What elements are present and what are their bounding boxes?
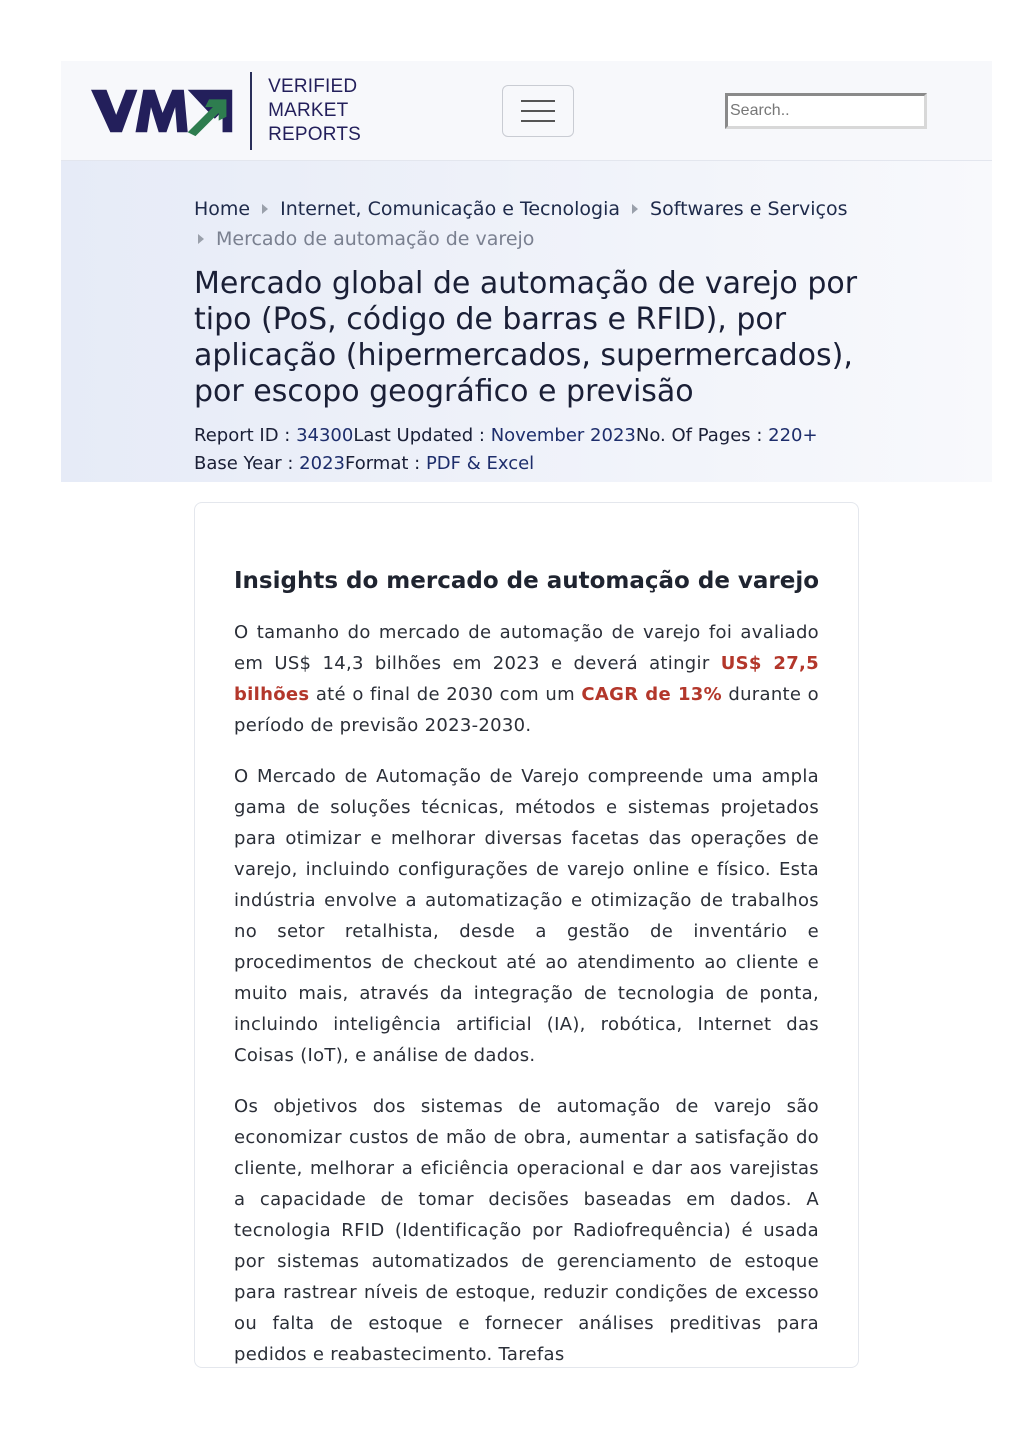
breadcrumb-category[interactable]: Internet, Comunicação e Tecnologia (280, 198, 621, 220)
report-meta (194, 422, 874, 478)
page-title: Mercado global de automação de varejo por tipo (PoS, código de barras e RFID), por aplicação (hipermercados, supermercados), por escopo geográfico e previsão (194, 266, 858, 409)
menu-toggle-button[interactable] (502, 85, 574, 137)
format-label: Format : (344, 453, 426, 474)
insights-body (234, 617, 819, 1368)
cagr-highlight: CAGR de 13% (581, 684, 722, 705)
insights-paragraph: O Mercado de Automação de Varejo compreende uma ampla gama de soluções técnicas, métodos e sistemas projetados para otimizar e melhorar diversas facetas das operações de varejo, incluindo configurações de varejo online e físico. Esta indústria envolve a automatização e otimização de trabalhos no setor retalhista, desde a gestão de inventário e procedimentos de checkout até ao atendimento ao cliente e muito mais, através da integração de tecnologia de ponta, incluindo inteligência artificial (IA), robótica, Internet das Coisas (IoT), e análise de dados. (234, 766, 819, 1066)
paragraph-text: O tamanho do mercado de automação de varejo foi avaliado em US$ 14,3 bilhões em 2023 e deverá atingir (234, 622, 819, 674)
logo-line: REPORTS (268, 124, 361, 145)
search-input[interactable] (725, 93, 927, 129)
logo-text (268, 75, 361, 147)
site-logo[interactable] (91, 71, 361, 151)
report-id-value: 34300 (296, 425, 354, 446)
report-id-label: Report ID : (194, 425, 297, 446)
breadcrumb-separator-icon (262, 204, 268, 214)
hamburger-icon (521, 110, 555, 112)
insights-paragraph: Os objetivos dos sistemas de automação de varejo são economizar custos de mão de obra, aumentar a satisfação do cliente, melhorar a eficiência operacional e dar aos varejistas a capacidade de tomar decisões baseadas em dados. A tecnologia RFID (Identificação por Radiofrequência) é usada por sistemas automatizados de gerenciamento de estoque para rastrear níveis de estoque, reduzir condições de excesso ou falta de estoque e fornecer análises preditivas para pedidos e reabastecimento. Tarefas (234, 1096, 819, 1365)
paragraph-text: até o final de 2030 com um (309, 684, 582, 705)
hamburger-icon (521, 100, 555, 102)
breadcrumb (194, 194, 874, 254)
logo-line: MARKET (268, 100, 349, 121)
logo-line: VERIFIED (268, 76, 358, 97)
breadcrumb-current: Mercado de automação de varejo (216, 228, 535, 250)
breadcrumb-separator-icon (632, 204, 638, 214)
format-value: PDF & Excel (425, 453, 535, 474)
insights-heading: Insights do mercado de automação de varejo (234, 568, 820, 594)
base-year-value: 2023 (299, 453, 345, 474)
insights-card (194, 502, 859, 1368)
breadcrumb-subcategory[interactable]: Softwares e Serviços (650, 198, 848, 220)
breadcrumb-separator-icon (198, 234, 204, 244)
hamburger-icon (521, 120, 555, 122)
logo-divider (250, 72, 252, 150)
site-header (61, 61, 992, 161)
last-updated-value: November 2023 (490, 425, 636, 446)
paragraph-text: durante o período de previsão 2023-2030. (234, 684, 819, 736)
breadcrumb-home[interactable]: Home (194, 198, 251, 220)
last-updated-label: Last Updated : (353, 425, 491, 446)
insights-paragraph (234, 617, 819, 741)
pages-value: 220+ (768, 425, 818, 446)
pages-label: No. Of Pages : (635, 425, 769, 446)
base-year-label: Base Year : (194, 453, 300, 474)
market-size-highlight: US$ 27,5 bilhões (234, 653, 819, 705)
vmr-logo-icon (91, 85, 234, 137)
